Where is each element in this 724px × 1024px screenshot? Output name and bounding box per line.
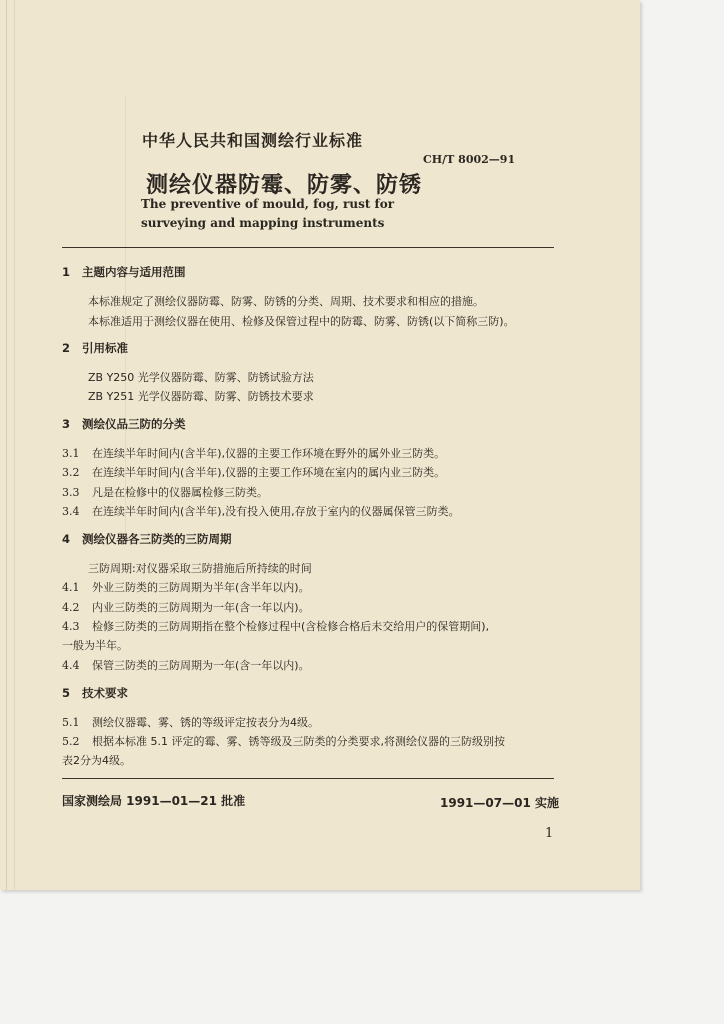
document-title-en	[141, 195, 394, 233]
reference-standard-2: ZB Y251 光学仪器防霉、防雾、防锈技术要求	[88, 390, 314, 403]
effective-date: 1991—07—01 实施	[440, 796, 559, 810]
page-edge	[14, 0, 15, 890]
section-4-heading: 4 测绘仪器各三防类的三防周期	[62, 532, 232, 546]
section-1-heading: 1 主题内容与适用范围	[62, 265, 186, 279]
section-4-intro: 三防周期:对仪器采取三防措施后所持续的时间	[88, 562, 312, 575]
org-title: 中华人民共和国测绘行业标准	[142, 131, 364, 150]
clause-4-1: 4.1 外业三防类的三防周期为半年(含半年以内)。	[62, 581, 310, 594]
clause-4-4: 4.4 保管三防类的三防周期为一年(含一年以内)。	[62, 659, 310, 672]
section-2-heading: 2 引用标准	[62, 341, 128, 355]
clause-5-1: 5.1 测绘仪器霉、雾、锈的等级评定按表分为4级。	[62, 716, 319, 729]
clause-5-2: 5.2 根据本标准 5.1 评定的霉、雾、锈等级及三防类的分类要求,将测绘仪器的三防级别按	[62, 735, 505, 748]
page-edge	[6, 0, 7, 890]
clause-3-2: 3.2 在连续半年时间内(含半年),仪器的主要工作环境在室内的属内业三防类。	[62, 466, 446, 479]
document-title-cn: 测绘仪器防霉、防雾、防锈	[146, 173, 423, 198]
title-en-line1: The preventive of mould, fog, rust for	[141, 197, 395, 211]
clause-3-3: 3.3 凡是在检修中的仪器属检修三防类。	[62, 486, 268, 499]
header-rule	[62, 247, 554, 248]
reference-standard-1: ZB Y250 光学仪器防霉、防雾、防锈试验方法	[88, 371, 314, 384]
clause-4-3: 4.3 检修三防类的三防周期指在整个检修过程中(含检修合格后未交给用户的保管期间),	[62, 620, 490, 633]
clause-4-2: 4.2 内业三防类的三防周期为一年(含一年以内)。	[62, 601, 310, 614]
title-en-line2: surveying and mapping instruments	[141, 216, 385, 230]
section-3-heading: 3 测绘仪品三防的分类	[62, 417, 186, 431]
clause-3-4: 3.4 在连续半年时间内(含半年),没有投入使用,存放于室内的仪器属保管三防类。	[62, 505, 460, 518]
clause-5-2-continuation: 表2分为4级。	[62, 754, 131, 767]
section-1-paragraph-1: 本标准规定了测绘仪器防霉、防雾、防锈的分类、周期、技术要求和相应的措施。	[88, 295, 484, 308]
clause-3-1: 3.1 在连续半年时间内(含半年),仪器的主要工作环境在野外的属外业三防类。	[62, 447, 446, 460]
footer-rule	[62, 778, 554, 779]
approval-line: 国家测绘局 1991—01—21 批准	[62, 794, 246, 808]
section-1-paragraph-2: 本标准适用于测绘仪器在使用、检修及保管过程中的防霉、防雾、防锈(以下简称三防)。	[88, 315, 515, 328]
section-5-heading: 5 技术要求	[62, 686, 128, 700]
page-number: 1	[545, 826, 554, 841]
clause-4-3-continuation: 一般为半年。	[62, 639, 128, 652]
standard-number: CH/T 8002—91	[423, 153, 516, 166]
